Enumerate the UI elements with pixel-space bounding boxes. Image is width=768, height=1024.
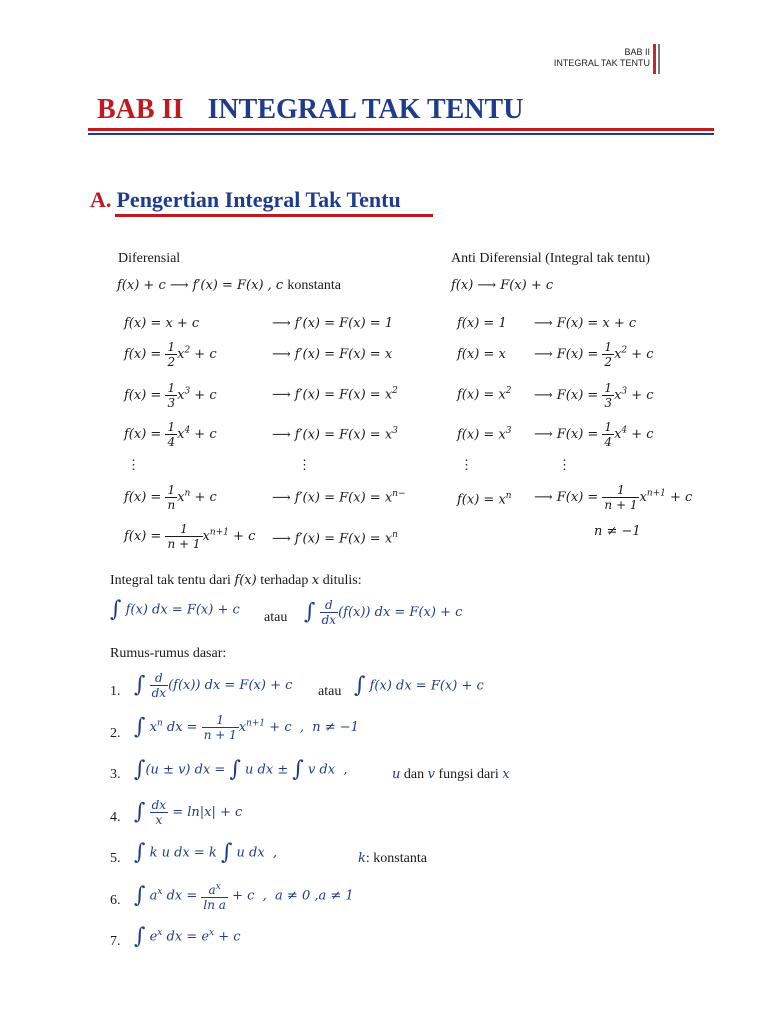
rumus-heading: Rumus-rumus dasar:: [110, 646, 227, 661]
rule-number-3: 3.: [110, 767, 121, 782]
diff-result-n: ⟶ $f'(x) = F(x) = x^{n-}$: [272, 489, 406, 506]
terhadap-text: terhadap: [260, 573, 309, 588]
diff-row-n: f(x) = $\frac{1}{n}$ $x^n + c$: [124, 483, 217, 512]
chapter-rule-blue: [88, 133, 714, 135]
diff-result-2: ⟶ f′(x) = F(x) = x: [272, 347, 393, 362]
dan-text: dan: [403, 767, 425, 782]
header-accent-grey: [658, 44, 660, 74]
diff-row-4: f(x) = $\frac{1}{4}$ $x^4 + c$: [124, 420, 217, 449]
k-konstanta-text: : konstanta: [365, 851, 427, 866]
integral-intro: Integral tak tentu dari f(x) terhadap x ditulis:: [110, 573, 362, 588]
anti-result-3: ⟶ F(x) = $\frac{1}{3}$ $x^3 + c$: [534, 381, 654, 410]
rule-3-formula: ∫(u ± v) dx = ∫ u dx ± ∫ v dx ,: [134, 757, 348, 782]
konstanta-label: konstanta: [287, 278, 341, 293]
integral-intro-text: Integral tak tentu dari: [110, 573, 231, 588]
rule-6-formula: ∫ $a^x$ dx = $\frac{a^x}{\text{ln a}}$ + c , a ≠ 0 ,a ≠ 1: [134, 882, 354, 912]
diff-result-1: ⟶ f′(x) = F(x) = 1: [272, 316, 394, 331]
anti-row-2: f(x) = x: [457, 347, 506, 362]
rule-1-formula-b: ∫ f(x) dx = F(x) + c: [354, 673, 484, 698]
rule-5-formula: ∫ k u dx = k ∫ u dx ,: [134, 840, 278, 865]
derivative-definition: f(x) + c ⟶ f′(x) = F(x) , c konstanta: [117, 278, 341, 293]
anti-row-3: $f(x) = x^2$: [457, 386, 512, 403]
rule-7-formula: ∫ $e^x$ dx = $e^x + c$: [134, 924, 241, 949]
section-heading: [90, 187, 401, 213]
diff-result-3: ⟶ $f'(x) = F(x) = x^2$: [272, 386, 398, 403]
running-header-chapter: BAB II: [624, 47, 650, 57]
anti-ellipsis-left: ⋮: [460, 458, 473, 473]
running-header: [520, 47, 650, 69]
diff-result-n1: ⟶ $f'(x) = F(x) = x^n$: [272, 530, 398, 547]
rule-3-note: u dan v fungsi dari x: [392, 767, 510, 782]
diff-ellipsis-left: ⋮: [127, 458, 140, 473]
diff-row-1: f(x) = x + c: [124, 316, 200, 331]
running-header-title: INTEGRAL TAK TENTU: [553, 58, 650, 68]
rule-2-formula: ∫ $x^n$ dx = $\frac{1}{n + 1}$ $x^{n+1} + c$ , n ≠ −1: [134, 713, 359, 742]
anti-result-4: ⟶ F(x) = $\frac{1}{4}$ $x^4 + c$: [534, 420, 654, 449]
rule-4-formula: ∫ $\frac{dx}{x}$ = ln|x| + c: [134, 798, 243, 827]
chapter-title: INTEGRAL TAK TENTU: [207, 94, 524, 125]
anti-row-n: $f(x) = x^n$: [457, 491, 512, 508]
rule-number-2: 2.: [110, 726, 121, 741]
rule-number-1: 1.: [110, 684, 121, 699]
rule-5-note: k: konstanta: [358, 851, 427, 866]
anti-result-n: ⟶ F(x) = $\frac{1}{n + 1}$ $x^{n+1} + c$: [534, 483, 693, 512]
fungsi-dari-text: fungsi dari: [438, 767, 499, 782]
diff-row-2: f(x) = $\frac{1}{2}$ $x^2 + c$: [124, 340, 217, 369]
rule-number-7: 7.: [110, 934, 121, 949]
section-title: Pengertian Integral Tak Tentu: [116, 187, 401, 212]
diff-row-n1: f(x) = $\frac{1}{n + 1}$ $x^{n+1} + c$: [124, 522, 256, 551]
section-underline: [115, 214, 433, 217]
diff-row-3: f(x) = $\frac{1}{3}$ $x^3 + c$: [124, 381, 217, 410]
diff-ellipsis-mid: ⋮: [298, 458, 311, 473]
anti-row-4: $f(x) = x^3$: [457, 426, 512, 443]
chapter-heading: [97, 94, 523, 126]
integral-derivative-notation: ∫ $\frac{d}{dx}$ (f(x)) dx = F(x) + c: [304, 598, 463, 627]
atau-label-1: atau: [264, 610, 288, 625]
right-column-heading: Anti Diferensial (Integral tak tentu): [451, 251, 651, 266]
left-column-heading: Diferensial: [118, 251, 181, 266]
anti-row-1: f(x) = 1: [457, 316, 507, 331]
anti-result-2: ⟶ F(x) = $\frac{1}{2}$ $x^2 + c$: [534, 340, 654, 369]
rule-number-4: 4.: [110, 810, 121, 825]
diff-result-4: ⟶ $f'(x) = F(x) = x^3$: [272, 426, 398, 443]
antiderivative-definition: f(x) ⟶ F(x) + c: [451, 278, 554, 293]
chapter-number: BAB II: [97, 94, 184, 125]
chapter-rule-red: [88, 128, 714, 131]
anti-condition: n ≠ −1: [594, 524, 641, 539]
anti-result-1: ⟶ F(x) = x + c: [534, 316, 637, 331]
anti-ellipsis-mid: ⋮: [558, 458, 571, 473]
atau-label-2: atau: [318, 684, 342, 699]
ditulis-text: ditulis:: [322, 573, 362, 588]
rule-number-6: 6.: [110, 893, 121, 908]
rule-number-5: 5.: [110, 851, 121, 866]
header-accent-red: [653, 44, 656, 74]
integral-notation: ∫ f(x) dx = F(x) + c: [110, 597, 240, 622]
section-letter: A.: [90, 187, 112, 212]
rule-1-formula-a: ∫ $\frac{d}{dx}$ (f(x)) dx = F(x) + c: [134, 671, 293, 700]
